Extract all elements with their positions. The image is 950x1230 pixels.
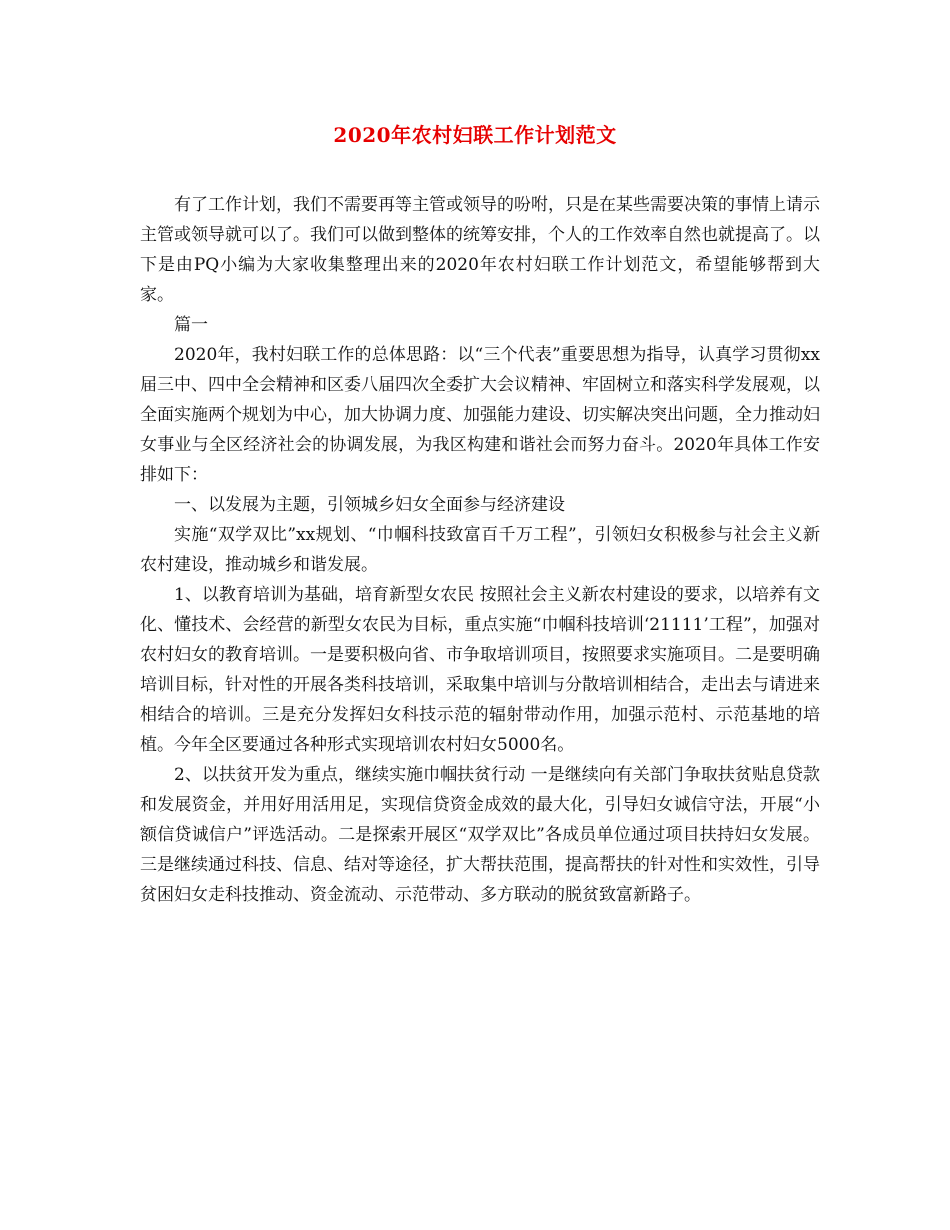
intro-paragraph: 有了工作计划，我们不需要再等主管或领导的吩咐，只是在某些需要决策的事情上请示主管或领导就可以了。我们可以做到整体的统筹安排，个人的工作效率自然也就提高了。以下是由PQ小编为大家收集整理出来的2020年农村妇联工作计划范文，希望能够帮到大家。 — [140, 195, 820, 305]
item-2-paragraph: 2、以扶贫开发为重点，继续实施巾帼扶贫行动 一是继续向有关部门争取扶贫贴息贷款和发展资金，并用好用活用足，实现信贷资金成效的最大化，引导妇女诚信守法，开展“小额信贷诚信户”评选活动。二是探索开展区“双学双比”各成员单位通过项目扶持妇女发展。三是继续通过科技、信息、结对等途径，扩大帮扶范围，提高帮扶的针对性和实效性，引导贫困妇女走科技推动、资金流动、示范带动、多方联动的脱贫致富新路子。 — [140, 765, 820, 905]
section-intro-paragraph: 实施“双学双比”xx规划、“巾帼科技致富百千万工程”，引领妇女积极参与社会主义新农村建设，推动城乡和谐发展。 — [140, 525, 820, 575]
section-heading: 一、以发展为主题，引领城乡妇女全面参与经济建设 — [174, 495, 565, 515]
document-title: 2020年农村妇联工作计划范文 — [333, 123, 617, 147]
document-body — [140, 190, 820, 910]
item-1-paragraph: 1、以教育培训为基础，培育新型女农民 按照社会主义新农村建设的要求，以培养有文化、懂技术、会经营的新型女农民为目标，重点实施“巾帼科技培训‘21111’工程”，加强对农村妇女的教育培训。一是要积极向省、市争取培训项目，按照要求实施项目。二是要明确培训目标，针对性的开展各类科技培训，采取集中培训与分散培训相结合，走出去与请进来相结合的培训。三是充分发挥妇女科技示范的辐射带动作用，加强示范村、示范基地的培植。今年全区要通过各种形式实现培训农村妇女5000名。 — [140, 585, 820, 755]
overview-paragraph: 2020年，我村妇联工作的总体思路：以“三个代表”重要思想为指导，认真学习贯彻xx届三中、四中全会精神和区委八届四次全委扩大会议精神、牢固树立和落实科学发展观，以全面实施两个规划为中心，加大协调力度、加强能力建设、切实解决突出问题，全力推动妇女事业与全区经济社会的协调发展，为我区构建和谐社会而努力奋斗。2020年具体工作安排如下： — [140, 345, 820, 485]
section-label: 篇一 — [174, 315, 208, 335]
